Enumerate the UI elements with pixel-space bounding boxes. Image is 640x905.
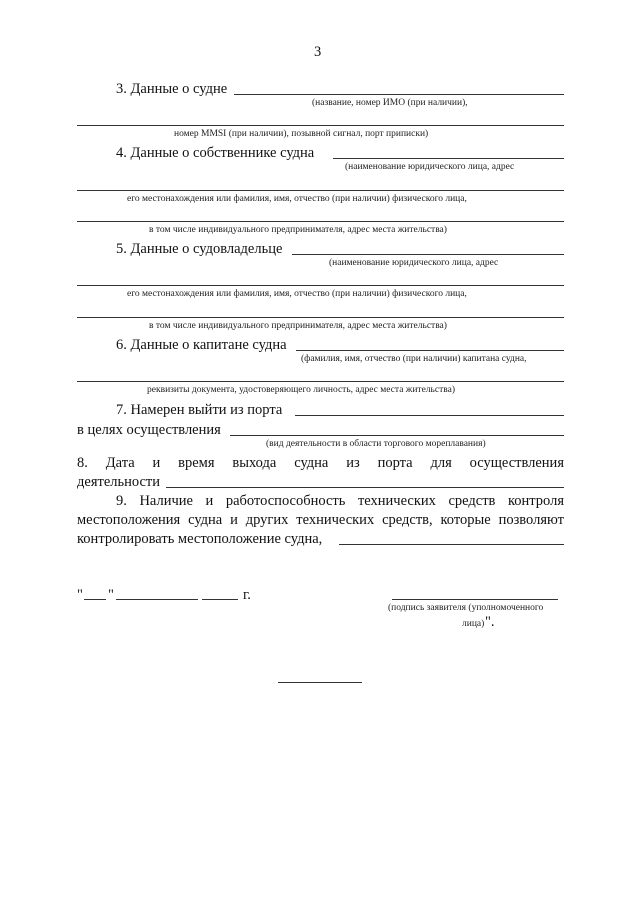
- section-3-field-line-1[interactable]: [234, 94, 564, 95]
- section-5-hint-2: его местонахождения или фамилия, имя, отчество (при наличии) физического лица,: [127, 289, 467, 299]
- section-5-field-line-3[interactable]: [77, 317, 564, 318]
- section-6-label: 6. Данные о капитане судна: [116, 337, 287, 353]
- section-9-line-1: 9. Наличие и работоспособность технических средств контроля: [116, 493, 564, 509]
- signature-line[interactable]: [392, 599, 558, 600]
- signature-hint-1: (подпись заявителя (уполномоченного: [388, 603, 544, 613]
- section-9-field-line[interactable]: [339, 544, 564, 545]
- section-3-hint-2: номер MMSI (при наличии), позывной сигнал, порт приписки): [174, 129, 429, 139]
- end-of-document-divider: [278, 682, 362, 683]
- section-4-field-line-2[interactable]: [77, 190, 564, 191]
- section-4-hint-1: (наименование юридического лица, адрес: [345, 162, 515, 172]
- section-7-label-2: в целях осуществления: [77, 422, 221, 438]
- signature-hint-2: лица): [462, 619, 485, 629]
- date-quote-open: ": [77, 587, 83, 603]
- section-5-hint-1: (наименование юридического лица, адрес: [329, 258, 499, 268]
- section-6-field-line-1[interactable]: [296, 350, 564, 351]
- date-month-line[interactable]: [116, 599, 198, 600]
- date-quote-close: ": [108, 587, 114, 603]
- date-year-suffix: г.: [243, 587, 251, 603]
- section-3-hint-1: (название, номер ИМО (при наличии),: [312, 98, 468, 108]
- date-day-line[interactable]: [84, 599, 106, 600]
- section-7-label: 7. Намерен выйти из порта: [116, 402, 283, 418]
- section-5-label: 5. Данные о судовладельце: [116, 241, 283, 257]
- section-7-port-line[interactable]: [295, 415, 564, 416]
- section-4-field-line-1[interactable]: [333, 158, 564, 159]
- closing-quote: ".: [485, 614, 495, 630]
- section-8-label-2: деятельности: [77, 474, 161, 490]
- section-6-hint-2: реквизиты документа, удостоверяющего личность, адрес места жительства): [147, 385, 455, 395]
- section-7-hint-1: (вид деятельности в области торгового мореплавания): [266, 439, 486, 449]
- section-4-label: 4. Данные о собственнике судна: [116, 145, 315, 161]
- section-8-field-line[interactable]: [166, 487, 564, 488]
- date-year-line[interactable]: [202, 599, 238, 600]
- section-4-field-line-3[interactable]: [77, 221, 564, 222]
- section-3-label: 3. Данные о судне: [116, 81, 228, 97]
- section-6-field-line-2[interactable]: [77, 381, 564, 382]
- section-4-hint-3: в том числе индивидуального предпринимателя, адрес места жительства): [149, 225, 447, 235]
- section-5-hint-3: в том числе индивидуального предпринимателя, адрес места жительства): [149, 321, 447, 331]
- section-3-field-line-2[interactable]: [77, 125, 564, 126]
- section-7-activity-line[interactable]: [230, 435, 564, 436]
- section-5-field-line-1[interactable]: [292, 254, 564, 255]
- section-6-hint-1: (фамилия, имя, отчество (при наличии) капитана судна,: [301, 354, 527, 364]
- section-9-line-3: контролировать местоположение судна,: [77, 531, 323, 547]
- section-9-line-2: местоположения судна и других технических средств, которые позволяют: [77, 512, 564, 528]
- section-4-hint-2: его местонахождения или фамилия, имя, отчество (при наличии) физического лица,: [127, 194, 467, 204]
- page-number: 3: [314, 44, 322, 60]
- section-5-field-line-2[interactable]: [77, 285, 564, 286]
- section-8-line-1: 8. Дата и время выхода судна из порта для осуществления: [77, 455, 564, 471]
